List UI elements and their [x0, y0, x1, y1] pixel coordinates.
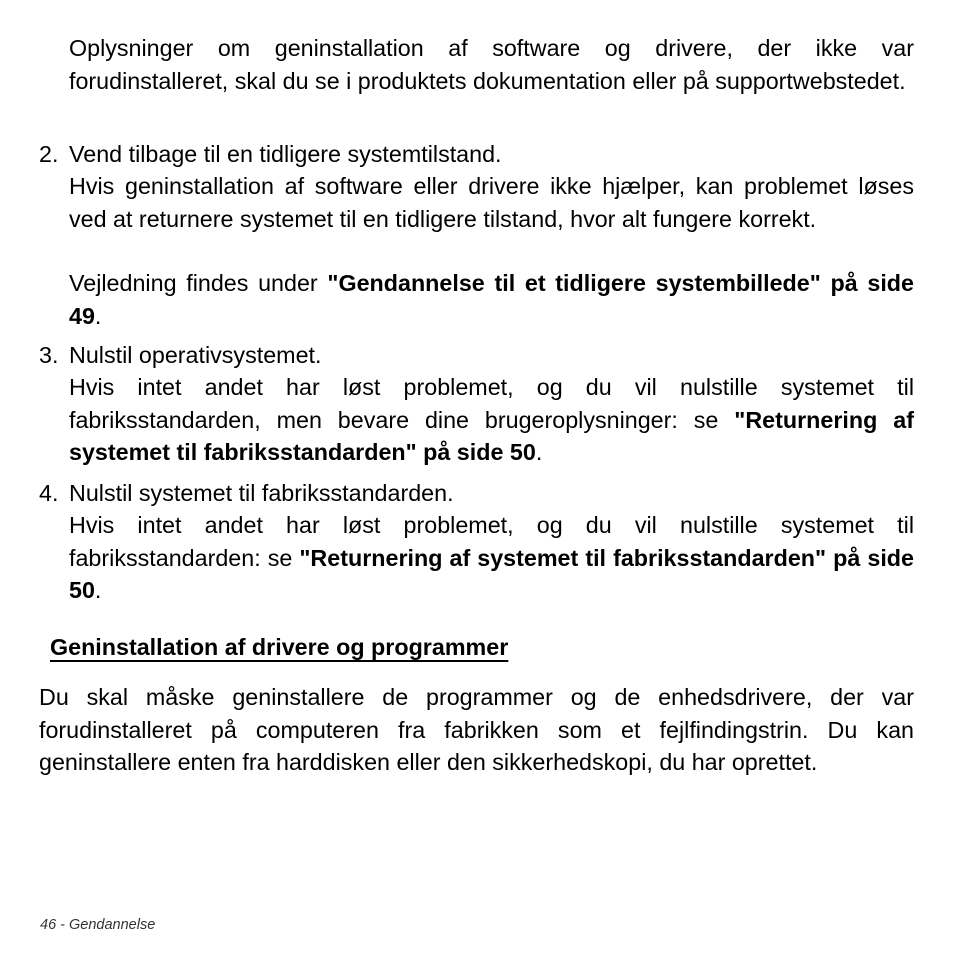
- list-item-3-body: [69, 371, 914, 469]
- list-item-2-reference: [69, 267, 914, 332]
- list-item-title: Nulstil systemet til fabriksstandarden.: [69, 480, 454, 506]
- reference-suffix: .: [535, 439, 543, 465]
- list-item-title: Nulstil operativsystemet.: [69, 342, 322, 368]
- reference-suffix: .: [94, 302, 102, 329]
- cross-reference-link[interactable]: "Gendannelse til et tidligere systembillede" på side 49: [69, 270, 914, 329]
- list-item-3-title: [39, 339, 914, 372]
- list-item-4-title: [39, 477, 914, 510]
- reference-suffix: .: [94, 577, 102, 603]
- reference-prefix: Vejledning findes under: [69, 270, 328, 296]
- list-item-4-body: [69, 509, 914, 607]
- body-text: Hvis intet andet har løst problemet, og du vil nulstille systemet til fabriksstandarden: se: [69, 512, 914, 571]
- page-footer: 46 - Gendannelse: [40, 917, 156, 933]
- list-number: 4.: [39, 480, 59, 506]
- list-item-2-body: Hvis geninstallation af software eller drivere ikke hjælper, kan problemet løses ved at returnere systemet til en tidligere tilstand, hvor alt fungere korrekt.: [69, 173, 914, 232]
- cross-reference-link[interactable]: "Returnering af systemet til fabriksstandarden" på side 50: [69, 544, 914, 603]
- body-text: Hvis intet andet har løst problemet, og du vil nulstille systemet til fabriksstandarden, men bevare dine brugeroplysninger: se: [69, 374, 914, 433]
- section-paragraph: Du skal måske geninstallere de programmer og de enhedsdrivere, der var forudinstalleret på computeren fra fabrikken som et fejlfindingstrin. Du kan geninstallere enten fra harddisken eller den sikkerhedskopi, du har oprettet.: [39, 684, 914, 775]
- cross-reference-link[interactable]: "Returnering af systemet til fabriksstandarden" på side 50: [69, 406, 914, 465]
- section-heading: Geninstallation af drivere og programmer: [50, 634, 509, 660]
- intro-paragraph: Oplysninger om geninstallation af software og drivere, der ikke var forudinstalleret, skal du se i produktets dokumentation eller på supportwebstedet.: [69, 35, 914, 94]
- list-item-title: Vend tilbage til en tidligere systemtilstand.: [69, 141, 502, 167]
- list-item-2-title: [39, 138, 914, 171]
- list-number: 3.: [39, 342, 59, 368]
- list-number: 2.: [39, 141, 59, 167]
